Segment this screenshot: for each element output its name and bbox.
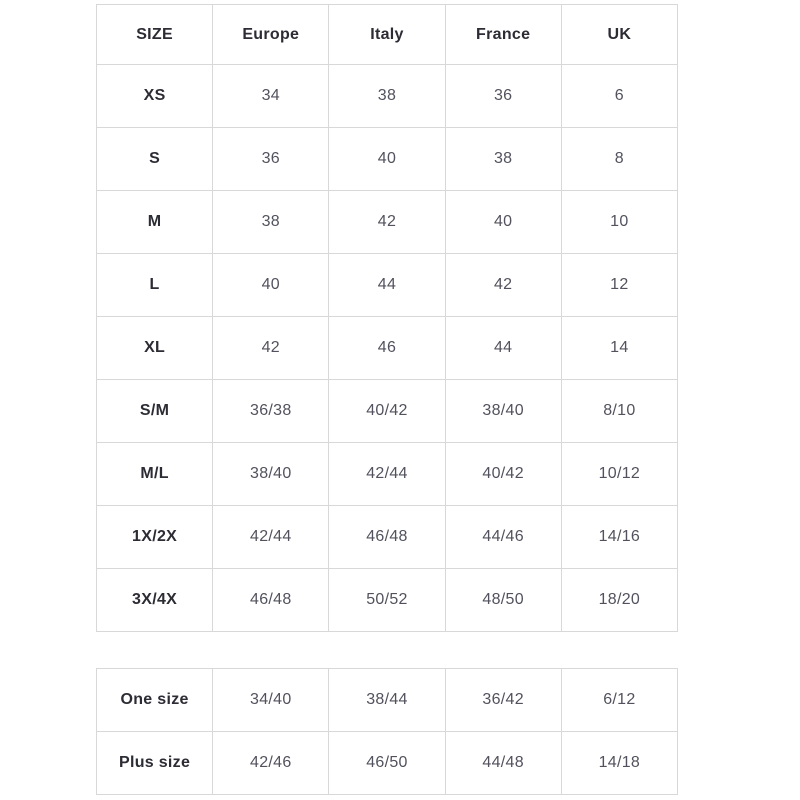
size-value-cell: 36/38 [213, 380, 329, 443]
size-value-cell: 40 [329, 128, 445, 191]
size-value-cell: 44 [329, 254, 445, 317]
size-value-cell: 46/48 [329, 506, 445, 569]
size-value-cell: 34 [213, 65, 329, 128]
table-row [97, 128, 678, 191]
size-value-cell: 18/20 [561, 569, 677, 632]
size-value-cell: 40/42 [329, 380, 445, 443]
size-value-cell: 38/40 [445, 380, 561, 443]
size-value-cell: 10 [561, 191, 677, 254]
size-table-head [97, 5, 678, 65]
special-sizes-table [96, 668, 678, 795]
row-label: XL [97, 317, 213, 380]
table-row [97, 506, 678, 569]
size-value-cell: 42/44 [213, 506, 329, 569]
size-value-cell: 38 [445, 128, 561, 191]
size-value-cell: 38/40 [213, 443, 329, 506]
table-row [97, 254, 678, 317]
row-label: M/L [97, 443, 213, 506]
table-row [97, 65, 678, 128]
size-table-body [97, 65, 678, 632]
size-value-cell: 42 [445, 254, 561, 317]
size-value-cell: 38 [213, 191, 329, 254]
size-value-cell: 40/42 [445, 443, 561, 506]
size-value-cell: 44/48 [445, 732, 561, 795]
row-label: 1X/2X [97, 506, 213, 569]
header-row [97, 5, 678, 65]
size-value-cell: 10/12 [561, 443, 677, 506]
size-value-cell: 50/52 [329, 569, 445, 632]
size-value-cell: 36 [213, 128, 329, 191]
table-row [97, 569, 678, 632]
size-value-cell: 42/46 [213, 732, 329, 795]
size-value-cell: 8 [561, 128, 677, 191]
size-value-cell: 40 [213, 254, 329, 317]
size-value-cell: 6 [561, 65, 677, 128]
size-value-cell: 44 [445, 317, 561, 380]
size-value-cell: 42/44 [329, 443, 445, 506]
size-value-cell: 44/46 [445, 506, 561, 569]
column-header-europe: Europe [213, 5, 329, 65]
table-row [97, 732, 678, 795]
size-value-cell: 40 [445, 191, 561, 254]
size-value-cell: 42 [329, 191, 445, 254]
column-header-uk: UK [561, 5, 677, 65]
size-value-cell: 46/48 [213, 569, 329, 632]
table-row [97, 443, 678, 506]
size-value-cell: 36 [445, 65, 561, 128]
row-label: XS [97, 65, 213, 128]
column-header-france: France [445, 5, 561, 65]
size-value-cell: 6/12 [561, 669, 677, 732]
table-row [97, 191, 678, 254]
size-value-cell: 38/44 [329, 669, 445, 732]
table-row [97, 669, 678, 732]
size-value-cell: 14/18 [561, 732, 677, 795]
row-label: S [97, 128, 213, 191]
table-row [97, 380, 678, 443]
row-label: Plus size [97, 732, 213, 795]
size-conversion-table [96, 4, 678, 632]
row-label: M [97, 191, 213, 254]
column-header-italy: Italy [329, 5, 445, 65]
size-value-cell: 46/50 [329, 732, 445, 795]
size-guide-page [96, 4, 678, 795]
size-value-cell: 42 [213, 317, 329, 380]
row-label: S/M [97, 380, 213, 443]
size-value-cell: 38 [329, 65, 445, 128]
size-value-cell: 12 [561, 254, 677, 317]
size-value-cell: 8/10 [561, 380, 677, 443]
size-value-cell: 14 [561, 317, 677, 380]
row-label: 3X/4X [97, 569, 213, 632]
row-label: L [97, 254, 213, 317]
column-header-size: SIZE [97, 5, 213, 65]
special-table-body [97, 669, 678, 795]
size-value-cell: 34/40 [213, 669, 329, 732]
size-value-cell: 14/16 [561, 506, 677, 569]
size-value-cell: 46 [329, 317, 445, 380]
size-value-cell: 36/42 [445, 669, 561, 732]
row-label: One size [97, 669, 213, 732]
size-value-cell: 48/50 [445, 569, 561, 632]
table-row [97, 317, 678, 380]
